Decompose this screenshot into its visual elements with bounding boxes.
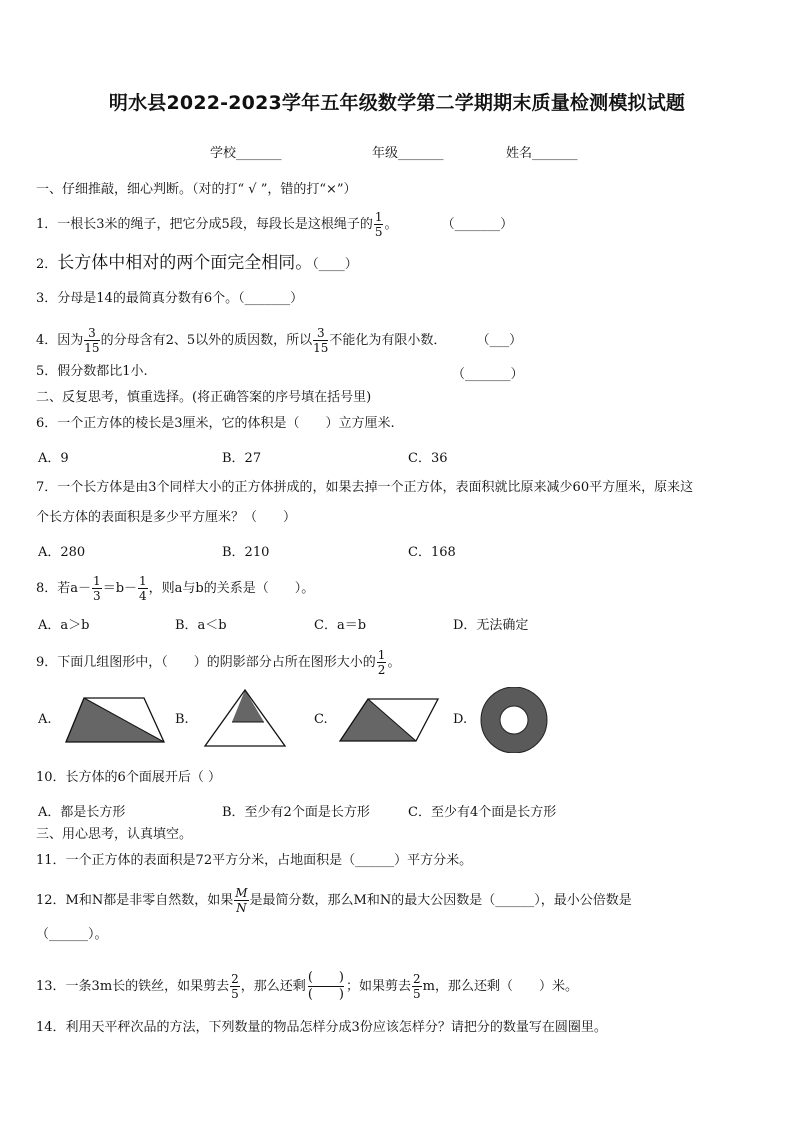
- answer-blank[interactable]: （_______）: [441, 217, 514, 232]
- figure-b-triangle: [203, 688, 287, 748]
- question-13: 13．一条3m长的铁丝，如果剪去 $\frac{2}{5}$ ，那么还剩 ( ) ( ) ；如果剪去 $\frac{2}{5}$ m，那么还剩（ ）米。: [36, 970, 578, 1002]
- fraction: $\frac{3}{15}$: [84, 326, 100, 355]
- option-a[interactable]: A．a＞b: [38, 618, 90, 633]
- option-a[interactable]: A．9: [38, 451, 69, 466]
- fraction: $\frac{1}{2}$: [377, 648, 386, 677]
- question-8: 8．若a－ $\frac{1}{3}$ ＝b－ $\frac{1}{4}$ ，则a与b的关系是（ ）。: [36, 574, 315, 603]
- question-12: 12．M和N都是非零自然数，如果 $\frac{M}{N}$ 是最简分数，那么M和N的最大公因数是（______），最小公倍数是: [36, 886, 632, 915]
- question-1: 1．一根长3米的绳子，把它分成5段，每段长是这根绳子的 $\frac{1}{5}$ 。 （_______）: [36, 210, 514, 239]
- question-7-line-2: 个长方体的表面积是多少平方厘米？（ ）: [36, 510, 297, 525]
- fraction: $\frac{2}{5}$: [412, 972, 421, 1001]
- option-a[interactable]: A．280: [38, 545, 86, 560]
- option-b[interactable]: B．至少有2个面是长方形: [222, 805, 370, 820]
- answer-blank[interactable]: （___）: [476, 333, 523, 348]
- option-c[interactable]: C．至少有4个面是长方形: [408, 805, 557, 820]
- question-2: 2．长方体中相对的两个面完全相同。（____）: [36, 253, 358, 273]
- section-2-heading: 二、反复思考，慎重选择。(将正确答案的序号填在括号里): [36, 390, 372, 405]
- fraction: $\frac{1}{4}$: [139, 574, 147, 603]
- answer-blank[interactable]: （_______）: [452, 367, 524, 382]
- option-a[interactable]: A.: [38, 712, 52, 727]
- option-c[interactable]: C．36: [408, 451, 448, 466]
- fraction: $\frac{1}{5}$: [374, 210, 383, 239]
- answer-blank[interactable]: （_______）: [238, 291, 304, 306]
- figure-c-shaded-part: [340, 699, 416, 741]
- figure-c-parallelogram: [338, 697, 440, 743]
- grade-field[interactable]: 年级_______: [372, 146, 444, 161]
- option-d[interactable]: D.: [453, 712, 468, 727]
- fraction: $\frac{1}{3}$: [93, 574, 101, 603]
- question-6: 6．一个正方体的棱长是3厘米，它的体积是（ ）立方厘米.: [36, 416, 395, 431]
- question-5: 5．假分数都比1小.: [36, 364, 148, 379]
- option-c[interactable]: C．a＝b: [314, 618, 367, 633]
- option-a[interactable]: A．都是长方形: [38, 805, 126, 820]
- option-b[interactable]: B.: [175, 712, 189, 727]
- name-field[interactable]: 姓名_______: [506, 146, 578, 161]
- option-b[interactable]: B．a＜b: [175, 618, 227, 633]
- page-title: 明水县2022-2023学年五年级数学第二学期期末质量检测模拟试题: [108, 92, 686, 114]
- figure-a-trapezoid: [64, 696, 166, 744]
- school-field[interactable]: 学校_______: [210, 146, 282, 161]
- question-9: 9．下面几组图形中，（ ）的阴影部分占所在图形大小的 $\frac{1}{2}$ 。: [36, 648, 401, 677]
- answer-blank[interactable]: （____）: [312, 257, 358, 272]
- question-14: 14．利用天平秤次品的方法，下列数量的物品怎样分成3份应该怎样分？请把分的数量写在圆圈里。: [36, 1020, 607, 1035]
- fraction-answer-blank[interactable]: ( ) ( ): [307, 970, 344, 1002]
- option-b[interactable]: B．210: [222, 545, 270, 560]
- fraction: $\frac{M}{N}$: [235, 886, 248, 915]
- section-1-heading: 一、仔细推敲，细心判断。（对的打“ √ ”，错的打“×”）: [36, 182, 357, 197]
- fraction: $\frac{2}{5}$: [231, 972, 239, 1001]
- question-7: 7．一个长方体是由3个同样大小的正方体拼成的，如果去掉一个正方体，表面积就比原来减少60平方厘米，原来这: [36, 480, 694, 495]
- question-4: 4．因为 $\frac{3}{15}$ 的分母含有2、5以外的质因数，所以 $\frac{3}{15}$ 不能化为有限小数． （___）: [36, 326, 523, 355]
- option-c[interactable]: C．168: [408, 545, 456, 560]
- question-12-line-2[interactable]: （______）。: [36, 927, 108, 942]
- question-11: 11．一个正方体的表面积是72平方分米，占地面积是（______）平方分米。: [36, 853, 473, 868]
- option-d[interactable]: D．无法确定: [453, 618, 529, 633]
- section-3-heading: 三、用心思考，认真填空。: [36, 827, 193, 842]
- figure-d-ring: [478, 687, 550, 753]
- fraction: $\frac{3}{15}$: [313, 326, 329, 355]
- option-b[interactable]: B．27: [222, 451, 262, 466]
- question-10: 10．长方体的6个面展开后（ ）: [36, 770, 221, 785]
- option-c[interactable]: C.: [314, 712, 328, 727]
- question-3: 3．分母是14的最简真分数有6个。（_______）: [36, 291, 304, 306]
